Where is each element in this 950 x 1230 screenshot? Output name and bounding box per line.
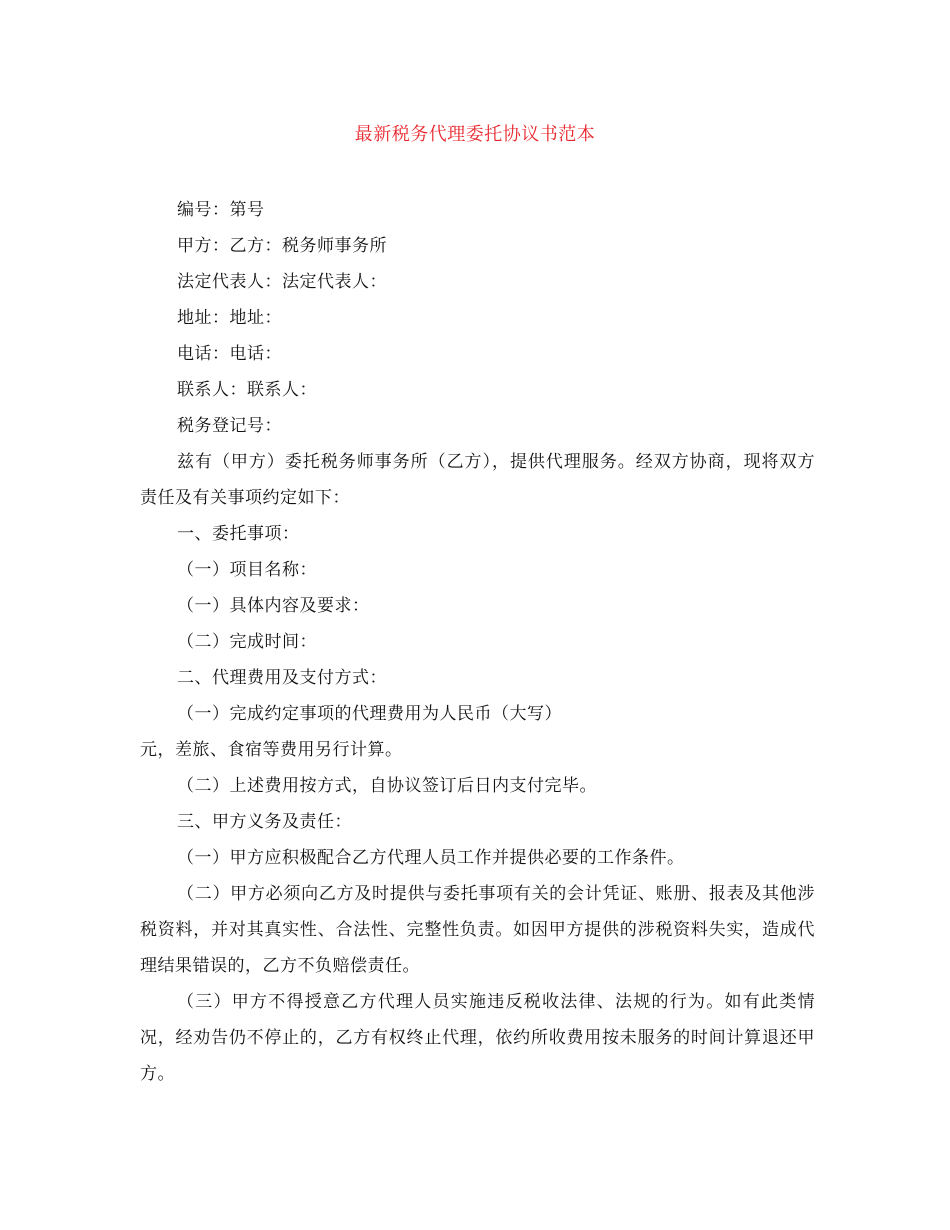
paragraph-contract-number: 编号：第号 bbox=[177, 200, 265, 220]
paragraph-payment-method: （二）上述费用按方式，自协议签订后日内支付完毕。 bbox=[177, 776, 597, 796]
paragraph-completion-time: （二）完成时间： bbox=[177, 632, 317, 652]
paragraph-party-a-duty-2: （二）甲方必须向乙方及时提供与委托事项有关的会计凭证、账册、报表及其他涉税资料，并对其真实性、合法性、完整性负责。如因甲方提供的涉税资料失实，造成代理结果错误的，乙方不负赔偿责任。 bbox=[140, 884, 815, 976]
paragraph-legal-representatives: 法定代表人：法定代表人： bbox=[177, 272, 387, 292]
paragraph-tax-registration: 税务登记号： bbox=[177, 416, 282, 436]
heading-section-2: 二、代理费用及支付方式： bbox=[177, 668, 387, 688]
paragraph-contacts: 联系人：联系人： bbox=[177, 380, 317, 400]
paragraph-party-a-duty-1: （一）甲方应积极配合乙方代理人员工作并提供必要的工作条件。 bbox=[177, 848, 685, 868]
paragraph-specific-content: （一）具体内容及要求： bbox=[177, 596, 370, 616]
document-title: 最新税务代理委托协议书范本 bbox=[354, 124, 596, 145]
paragraph-addresses: 地址：地址： bbox=[177, 308, 282, 328]
heading-section-3: 三、甲方义务及责任： bbox=[177, 812, 352, 832]
document-body bbox=[140, 192, 815, 1092]
heading-section-1: 一、委托事项： bbox=[177, 524, 300, 544]
paragraph-phones: 电话：电话： bbox=[177, 344, 282, 364]
paragraph-party-a-duty-3: （三）甲方不得授意乙方代理人员实施违反税收法律、法规的行为。如有此类情况，经劝告仍不停止的，乙方有权终止代理，依约所收费用按未服务的时间计算退还甲方。 bbox=[140, 992, 815, 1084]
paragraph-fee-expenses: 元，差旅、食宿等费用另行计算。 bbox=[140, 740, 403, 760]
paragraph-fee-amount: （一）完成约定事项的代理费用为人民币（大写） bbox=[177, 704, 562, 724]
paragraph-intro: 兹有（甲方）委托税务师事务所（乙方），提供代理服务。经双方协商，现将双方责任及有关事项约定如下： bbox=[140, 452, 815, 508]
paragraph-project-name: （一）项目名称： bbox=[177, 560, 317, 580]
paragraph-parties: 甲方：乙方：税务师事务所 bbox=[177, 236, 387, 256]
